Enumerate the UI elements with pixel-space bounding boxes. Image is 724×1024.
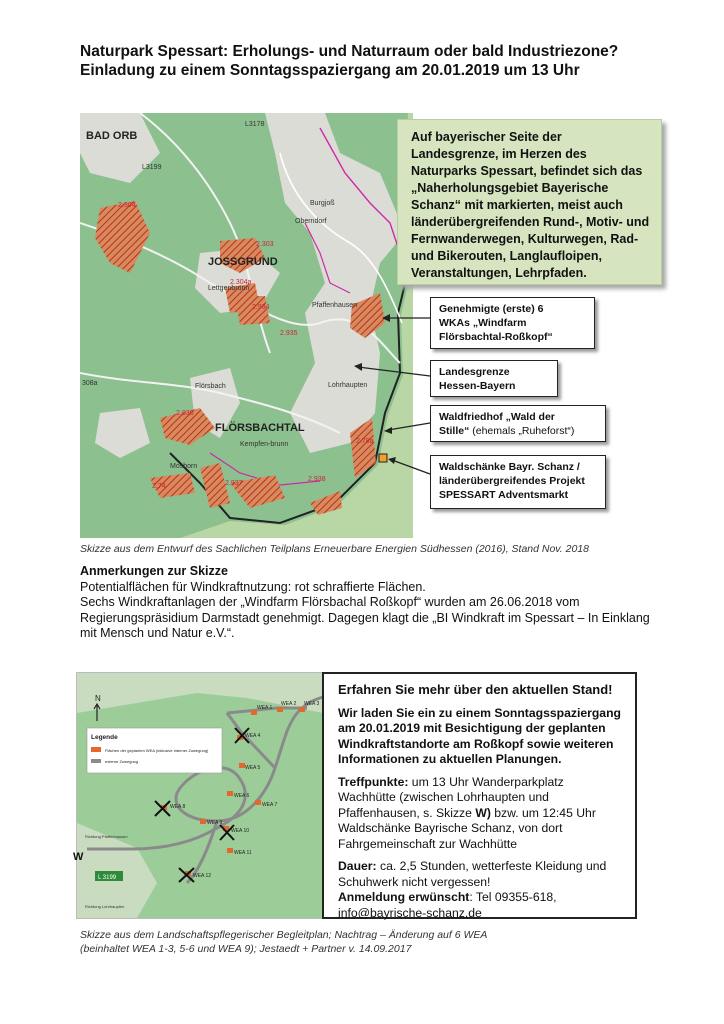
treffpunkte-text: um 13 Uhr Wanderparkplatz Wachhütte (zwischen Lohrhaupten und Pfaffenhausen, s. Skizze [338,774,564,820]
caption2-line-2: (beinhaltet WEA 1-3, 5-6 und WEA 9); Jestaedt + Partner v. 14.09.2017 [80,943,412,955]
invitation-box [322,672,637,919]
dauer-label: Dauer: [338,859,377,873]
area-code: 2.930 [176,410,194,417]
grenze-line-1: Landesgrenze [439,366,510,378]
wea-label: WEA 1 [257,705,273,711]
waldschaenke-callout [430,455,606,509]
waldfriedhof-callout [430,405,606,442]
road-label: L3178 [245,121,265,128]
label-lettgenbrunn: Lettgenbrunn [208,285,250,292]
area-code: 2.934 [252,304,270,311]
area-code: 2.78a [356,438,374,445]
schaenke-line-2: länderübergreifendes Projekt [439,475,585,487]
label-jossgrund: JOSSGRUND [208,256,278,268]
treffpunkte-text-2: bzw. um 12:45 Uhr Waldschänke Bayrische Schanz, von dort Fahrgemeinschaft zur Wachhütte [338,805,596,851]
wea-label: WEA 12 [193,873,212,879]
wka-line-1: Genehmigte (erste) 6 [439,303,544,315]
naherholung-callout [397,119,662,285]
wea-label: WEA 10 [231,828,250,834]
dauer-text: ca. 2,5 Stunden, wetterfeste Kleidung und Schuhwerk nicht vergessen! [338,859,607,889]
wea-label: WEA 8 [170,804,186,810]
road-label-l3199: L 3199 [98,875,117,881]
label-mosborn: Mosborn [170,463,198,470]
label-oberndorf: Oberndorf [295,218,327,225]
label-bad-orb: BAD ORB [86,130,138,142]
schaenke-line-3: SPESSART Adventsmarkt [439,489,569,501]
area-code: 2.303 [256,241,274,248]
wea-label: WEA 4 [245,733,261,739]
wea-label: WEA 9 [207,820,223,826]
friedhof-line-2b: (ehemals „Ruheforst“) [469,425,575,437]
place-lohrhaupten: Richtung Lohrhaupten [85,904,125,909]
area-code: 2.304a [230,279,252,286]
anmeldung-label: Anmeldung erwünscht [338,890,470,904]
wea-label: WEA 2 [281,701,297,707]
road-label: L3199 [142,164,162,171]
treffpunkte-w: W) [475,805,491,820]
legend-item-2: externe Zuwegung [105,759,139,764]
wka-line-3: Flörsbachtal-Roßkopf“ [439,331,553,343]
treffpunkte-paragraph [338,775,623,853]
friedhof-line-1: Waldfriedhof „Wald der [439,411,555,423]
wka-callout [430,297,595,349]
area-code: 2.935 [280,330,298,337]
area-code: 2.938 [308,476,326,483]
notes-section [80,564,650,642]
naherholung-text: Auf bayerischer Seite der Landesgrenze, im Herzen des Naturparks Spessart, befindet sich das „Naherholungsgebiet Bayerische Schanz“ mit markierten, meist auch länderübergreifenden Rund-, Motiv- und Fernwanderwegen, Kulturwegen, Rad- und Bikerouten, Langlaufloipen, Veranstaltungen, Lehrpfaden. [411,130,650,280]
dauer-paragraph [338,859,623,890]
north-label: N [95,694,101,703]
place-pfaffenhausen: Richtung Pfaffenhausen [85,834,128,839]
wea-label: WEA 11 [234,850,252,856]
wea-label: WEA 7 [262,802,278,808]
title-line-2: Einladung zu einem Sonntagsspaziergang am 20.01.2019 um 13 Uhr [80,62,580,79]
map2-caption [80,928,640,956]
treffpunkte-label: Treffpunkte: [338,774,409,789]
wea-label: WEA 5 [245,765,261,771]
landesgrenze-callout [430,360,558,397]
meeting-point-w: W [73,851,84,863]
schaenke-line-1: Waldschänke Bayr. Schanz / [439,461,580,473]
label-floersbachtal: FLÖRSBACHTAL [215,422,305,434]
label-floersbach: Flörsbach [195,383,226,390]
label-kempfenbrunn: Kempfen-brunn [240,441,289,448]
invitation-heading: Erfahren Sie mehr über den aktuellen Stand! [338,682,613,697]
area-code: 2.304 [118,202,136,209]
map1-caption: Skizze aus dem Entwurf des Sachlichen Teilplans Erneuerbare Energien Südhessen (2016), Stand Nov. 2018 [80,543,589,555]
wka-line-2: WKAs „Windfarm [439,317,527,329]
friedhof-line-2 [439,424,597,438]
invitation-intro: Wir laden Sie ein zu einem Sonntagsspaziergang am 20.01.2019 mit Besichtigung der geplanten Windkraftstandorte am Roßkopf sowie weiteren Informationen zu aktuellen Planungen. [338,705,621,766]
title-line-1: Naturpark Spessart: Erholungs- und Naturraum oder bald Industriezone? [80,43,619,60]
label-burgjoss: Burgjoß [310,200,335,207]
label-lohrhaupten: Lohrhaupten [328,382,368,389]
notes-line-1: Potentialflächen für Windkraftnutzung: rot schraffierte Flächen. [80,579,426,594]
anmeldung-paragraph [338,890,623,921]
friedhof-line-2a: Stille“ [439,425,470,437]
area-code: 2.74 [152,483,166,490]
wea-label: WEA 6 [234,793,250,799]
legend-item-1: Flächen der geplanten WEA (inklusive interner Zuwegung) [105,748,209,753]
caption2-line-1: Skizze aus dem Landschaftspflegerischer Begleitplan; Nachtrag – Änderung auf 6 WEA [80,929,488,941]
anmeldung-text: : Tel 09355-618, info@bayrische-schanz.de [338,890,557,920]
turbine-map-graphic [77,673,323,918]
turbine-map [76,672,324,919]
wea-label: WEA 3 [304,701,320,707]
area-code: 2.937 [225,480,243,487]
road-label: 308a [82,380,98,387]
notes-line-2: Sechs Windkraftanlagen der „Windfarm Flörsbachal Roßkopf“ wurden am 26.06.2018 vom Regierungspräsidium Darmstadt genehmigt. Dagegen klagt die „BI Windkraft im Spessart – In Einklang mit Mensch und Natur e.V.“. [80,595,650,640]
notes-heading: Anmerkungen zur Skizze [80,564,228,578]
label-pfaffenhausen: Pfaffenhausen [312,302,358,309]
grenze-line-2: Hessen-Bayern [439,380,516,392]
legend-title: Legende [91,734,118,741]
